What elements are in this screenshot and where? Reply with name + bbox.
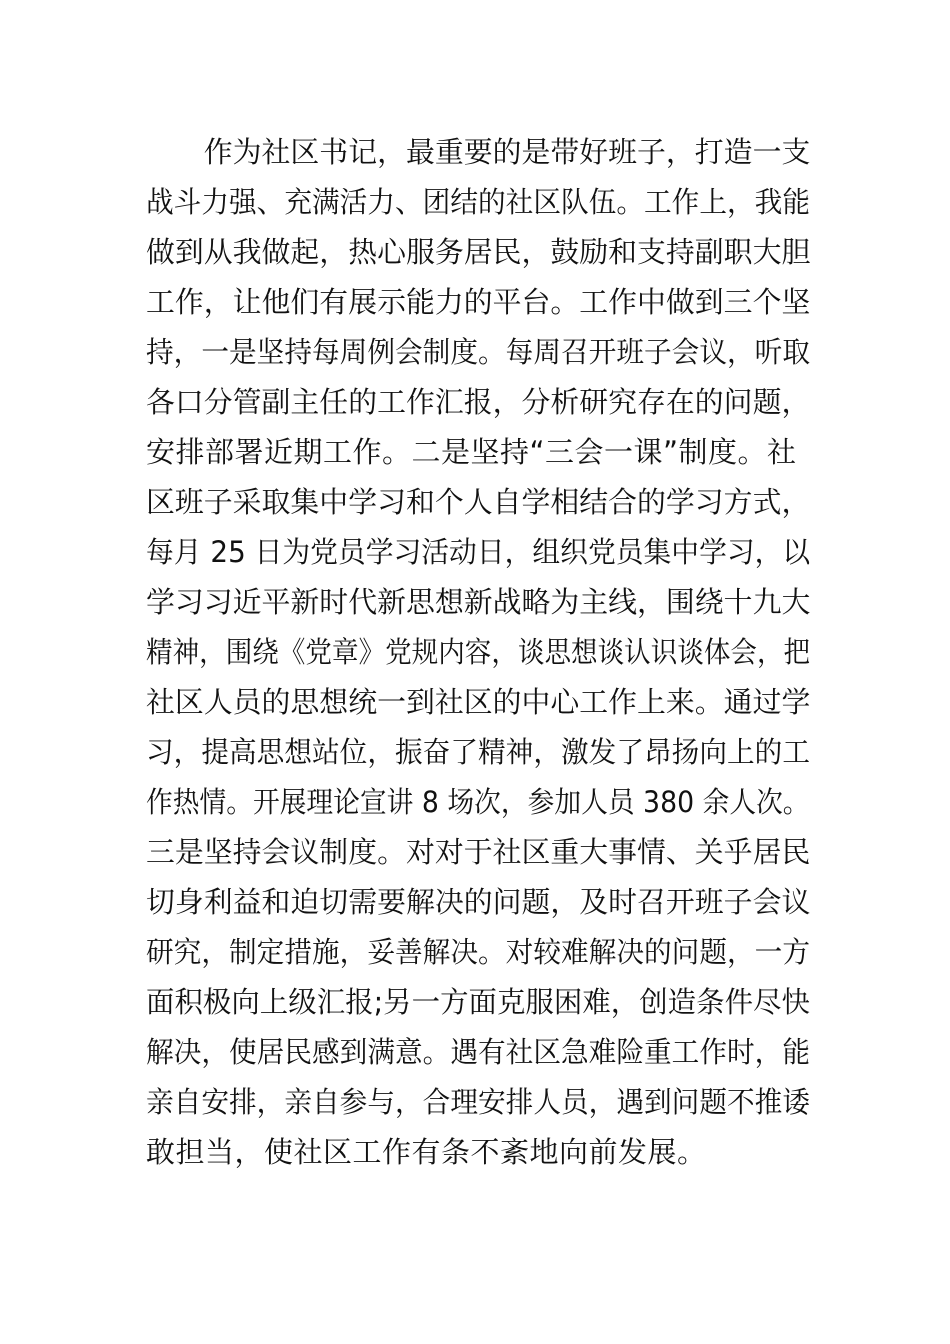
- paragraph-line-21: 敢担当，使社区工作有条不紊地向前发展。: [146, 1135, 707, 1169]
- paragraph-line-3: 做到从我做起，热心服务居民，鼓励和支持副职大胆: [146, 235, 811, 269]
- paragraph-line-1: 作为社区书记，最重要的是带好班子，打造一支: [203, 135, 811, 169]
- paragraph-line-20: 亲自安排，亲自参与，合理安排人员，遇到问题不推诿: [146, 1085, 810, 1119]
- paragraph-line-14: 作热情。开展理论宣讲 8 场次，参加人员 380 余人次。: [146, 785, 810, 819]
- paragraph-line-6: 各口分管副主任的工作汇报，分析研究存在的问题，: [146, 385, 811, 419]
- paragraph-line-15: 三是坚持会议制度。对对于社区重大事情、关乎居民: [146, 835, 811, 869]
- paragraph-line-5: 持，一是坚持每周例会制度。每周召开班子会议，听取: [146, 335, 810, 369]
- paragraph-line-18: 面积极向上级汇报;另一方面克服困难，创造条件尽快: [146, 985, 810, 1019]
- paragraph-line-4: 工作，让他们有展示能力的平台。工作中做到三个坚: [146, 285, 811, 319]
- paragraph-line-17: 研究，制定措施，妥善解决。对较难解决的问题，一方: [146, 935, 810, 969]
- paragraph-line-12: 社区人员的思想统一到社区的中心工作上来。通过学: [146, 685, 811, 719]
- paragraph-line-16: 切身利益和迫切需要解决的问题，及时召开班子会议: [146, 885, 811, 919]
- paragraph-line-10: 学习习近平新时代新思想新战略为主线，围绕十九大: [146, 585, 811, 619]
- body-paragraph: [146, 127, 810, 1177]
- paragraph-line-9: 每月 25 日为党员学习活动日，组织党员集中学习，以: [146, 535, 811, 569]
- paragraph-line-7: 安排部署近期工作。二是坚持“三会一课”制度。社: [146, 435, 797, 469]
- paragraph-line-2: 战斗力强、充满活力、团结的社区队伍。工作上，我能: [146, 185, 810, 219]
- paragraph-line-11: 精神，围绕《党章》党规内容，谈思想谈认识谈体会，把: [146, 635, 811, 669]
- paragraph-line-8: 区班子采取集中学习和个人自学相结合的学习方式，: [146, 485, 811, 519]
- paragraph-line-19: 解决，使居民感到满意。遇有社区急难险重工作时，能: [146, 1035, 810, 1069]
- paragraph-line-13: 习，提高思想站位，振奋了精神，激发了昂扬向上的工: [146, 735, 810, 769]
